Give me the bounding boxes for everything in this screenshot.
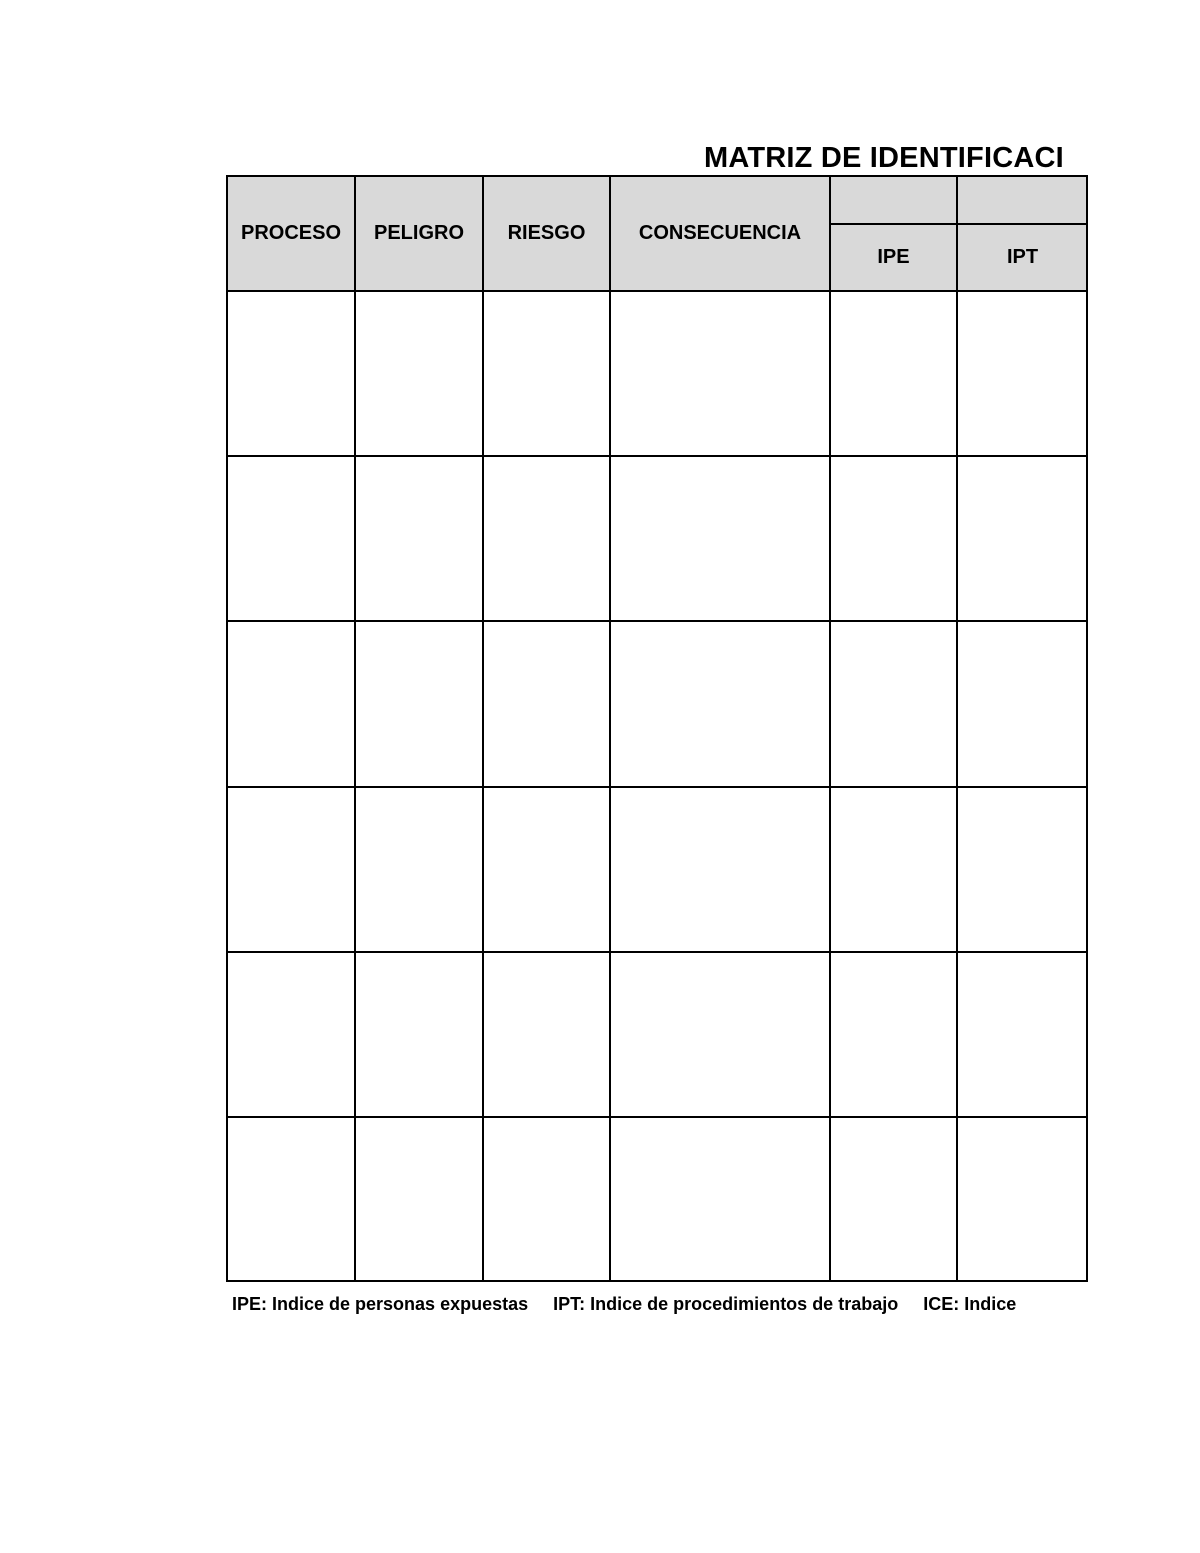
header-ipe <box>830 224 957 291</box>
row-divider <box>226 620 1088 622</box>
footnote-ice: ICE: Indice <box>923 1294 1017 1314</box>
row-divider <box>226 455 1088 457</box>
risk-matrix-table <box>226 175 1088 1282</box>
header-ipe-label: IPE <box>877 246 910 268</box>
header-peligro <box>355 176 483 291</box>
header-proceso-label: PROCESO <box>240 222 342 244</box>
header-consecuencia <box>610 176 830 291</box>
header-group <box>830 176 1088 224</box>
header-proceso <box>227 176 355 291</box>
footnote-ipe: IPE: Indice de personas expuestas <box>232 1294 529 1314</box>
row-divider <box>226 951 1088 953</box>
row-divider <box>226 1116 1088 1118</box>
row-divider <box>226 786 1088 788</box>
footnotes <box>232 1290 1036 1318</box>
header-riesgo-label: RIESGO <box>507 222 586 244</box>
document-title: MATRIZ DE IDENTIFICACI <box>704 142 1064 174</box>
header-consecuencia-label: CONSECUENCIA <box>638 222 802 244</box>
footnote-container <box>226 1290 1088 1318</box>
header-group-divider <box>830 223 1088 225</box>
table-grid <box>226 175 1088 1282</box>
header-ipt-label: IPT <box>1006 246 1039 268</box>
footnote-ipt: IPT: Indice de procedimientos de trabajo <box>553 1294 899 1314</box>
header-ipt <box>957 224 1088 291</box>
title-container <box>600 138 1088 178</box>
header-riesgo <box>483 176 610 291</box>
header-divider <box>226 290 1088 292</box>
header-peligro-label: PELIGRO <box>373 222 464 244</box>
